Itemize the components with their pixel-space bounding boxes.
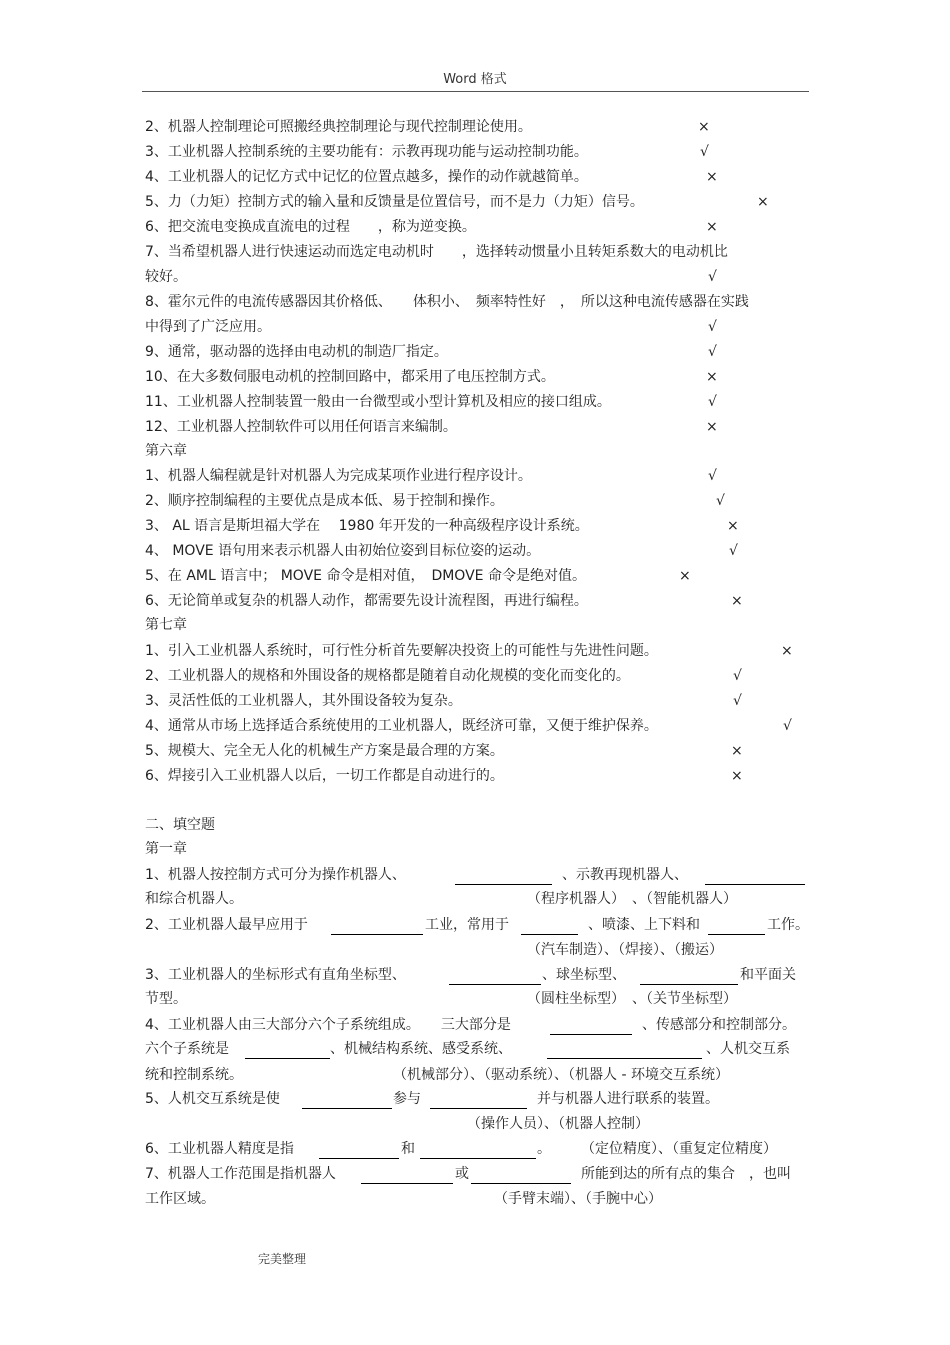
question-line: 2、顺序控制编程的主要优点是成本低、易于控制和操作。 (145, 493, 504, 509)
question-line: 5、在 AML 语言中； MOVE 命令是相对值， DMOVE 命令是绝对值。 (145, 568, 586, 584)
cross-mark: × (731, 768, 743, 784)
check-mark: √ (733, 693, 742, 709)
q1-answer: （程序机器人） 、（智能机器人） (527, 891, 737, 907)
q4-text-a: 4、工业机器人由三大部分六个子系统组成。 三大部分是 (145, 1017, 511, 1033)
check-mark: √ (708, 394, 717, 410)
check-mark: √ (716, 493, 725, 509)
q7-blank-1 (361, 1167, 453, 1184)
q5-text-a: 5、人机交互系统是使 (145, 1091, 280, 1107)
q4-text-d: 、机械结构系统、感受系统、 (330, 1041, 512, 1057)
question-line: 5、规模大、完全无人化的机械生产方案是最合理的方案。 (145, 743, 504, 759)
question-line: 1、机器人编程就是针对机器人为完成某项作业进行程序设计。 (145, 468, 532, 484)
check-mark: √ (700, 144, 709, 160)
q7-answer: （手臂末端）、（手腕中心） (494, 1191, 662, 1207)
chapter-heading: 第七章 (145, 617, 187, 633)
q1-text-a: 1、机器人按控制方式可分为操作机器人、 (145, 867, 406, 883)
cross-mark: × (731, 743, 743, 759)
question-line: 中得到了广泛应用。 (145, 319, 271, 335)
cross-mark: × (679, 568, 691, 584)
q4-blank-1 (550, 1018, 632, 1035)
question-line: 3、 AL 语言是斯坦福大学在 1980 年开发的一种高级程序设计系统。 (145, 518, 589, 534)
q6-text-b: 和 (401, 1141, 415, 1157)
cross-mark: × (731, 593, 743, 609)
question-line: 3、工业机器人控制系统的主要功能有：示教再现功能与运动控制功能。 (145, 144, 588, 160)
q4-text-b: 、传感部分和控制部分。 (642, 1017, 796, 1033)
q6-blank-1 (319, 1142, 399, 1159)
q1-text-c: 和综合机器人。 (145, 891, 243, 907)
cross-mark: × (727, 518, 739, 534)
q7-text-d: 工作区域。 (145, 1191, 215, 1207)
q3-text-c: 和平面关 (740, 967, 796, 983)
q6-blank-2 (420, 1142, 536, 1159)
q7-blank-2 (471, 1167, 571, 1184)
q2-blank-3 (708, 918, 765, 935)
q4-text-f: 统和控制系统。 (145, 1067, 243, 1083)
q2-text-b: 工业，常用于 (425, 917, 509, 933)
question-line: 6、焊接引入工业机器人以后，一切工作都是自动进行的。 (145, 768, 504, 784)
q3-text-a: 3、工业机器人的坐标形式有直角坐标型、 (145, 967, 406, 983)
question-line: 4、 MOVE 语句用来表示机器人由初始位姿到目标位姿的运动。 (145, 543, 541, 559)
cross-mark: × (757, 194, 769, 210)
q3-answer: （圆柱坐标型） 、（关节坐标型） (527, 991, 737, 1007)
question-line: 3、灵活性低的工业机器人，其外围设备较为复杂。 (145, 693, 462, 709)
check-mark: √ (708, 269, 717, 285)
question-line: 2、工业机器人的规格和外围设备的规格都是随着自动化规模的变化而变化的。 (145, 668, 630, 684)
q6-text-a: 6、工业机器人精度是指 (145, 1141, 294, 1157)
chapter-heading: 第一章 (145, 841, 187, 857)
q5-blank-1 (302, 1092, 392, 1109)
question-line: 12、工业机器人控制软件可以用任何语言来编制。 (145, 419, 457, 435)
check-mark: √ (733, 668, 742, 684)
q2-answer: （汽车制造）、（焊接）、（搬运） (527, 942, 723, 958)
question-line: 6、把交流电变换成直流电的过程 ，称为逆变换。 (145, 219, 476, 235)
cross-mark: × (706, 369, 718, 385)
question-line: 1、引入工业机器人系统时，可行性分析首先要解决投资上的可能性与先进性问题。 (145, 643, 658, 659)
question-line: 6、无论简单或复杂的机器人动作，都需要先设计流程图，再进行编程。 (145, 593, 588, 609)
q7-text-c: 所能到达的所有点的集合 ，也叫 (581, 1166, 791, 1182)
q6-answer: （定位精度）、（重复定位精度） (581, 1141, 777, 1157)
chapter-heading: 第六章 (145, 443, 187, 459)
check-mark: √ (783, 718, 792, 734)
check-mark: √ (708, 319, 717, 335)
q2-text-c: 、喷漆、上下料和 (588, 917, 700, 933)
page-footer: 完美整理 (258, 1252, 307, 1266)
q5-text-c: 并与机器人进行联系的装置。 (537, 1091, 719, 1107)
q1-blank-2 (705, 868, 805, 885)
question-line: 7、当希望机器人进行快速运动而选定电动机时 ，选择转动惯量小且转矩系数大的电动机比 (145, 244, 728, 260)
question-line: 4、通常从市场上选择适合系统使用的工业机器人，既经济可靠，又便于维护保养。 (145, 718, 658, 734)
cross-mark: × (706, 219, 718, 235)
question-line: 8、霍尔元件的电流传感器因其价格低、 体积小、 频率特性好 ， 所以这种电流传感器在实践 (145, 294, 749, 310)
cross-mark: × (781, 643, 793, 659)
question-line: 5、力（力矩）控制方式的输入量和反馈量是位置信号，而不是力（力矩）信号。 (145, 194, 644, 210)
cross-mark: × (706, 169, 718, 185)
page-header: Word 格式 (443, 72, 507, 87)
q2-text-d: 工作。 (767, 917, 809, 933)
section-title: 二、填空题 (145, 817, 215, 833)
question-line: 2、机器人控制理论可照搬经典控制理论与现代控制理论使用。 (145, 119, 532, 135)
q1-text-b: 、示教再现机器人、 (562, 867, 688, 883)
q3-blank-1 (449, 968, 541, 985)
q6-text-c: 。 (537, 1141, 551, 1157)
question-line: 10、在大多数伺服电动机的控制回路中，都采用了电压控制方式。 (145, 369, 555, 385)
q4-blank-3 (547, 1042, 702, 1059)
q5-answer: （操作人员）、（机器人控制） (467, 1116, 649, 1132)
q2-blank-1 (331, 918, 423, 935)
question-line: 较好。 (145, 269, 187, 285)
q4-text-c: 六个子系统是 (145, 1041, 229, 1057)
q5-text-b: 参与 (393, 1091, 421, 1107)
cross-mark: × (698, 119, 710, 135)
q2-blank-2 (521, 918, 578, 935)
check-mark: √ (708, 344, 717, 360)
question-line: 9、通常，驱动器的选择由电动机的制造厂指定。 (145, 344, 448, 360)
header-rule (142, 91, 809, 92)
q7-text-b: 或 (455, 1166, 469, 1182)
q1-blank-1 (455, 868, 552, 885)
q3-text-d: 节型。 (145, 991, 187, 1007)
check-mark: √ (729, 543, 738, 559)
q2-text-a: 2、工业机器人最早应用于 (145, 917, 308, 933)
q7-text-a: 7、机器人工作范围是指机器人 (145, 1166, 336, 1182)
question-line: 11、工业机器人控制装置一般由一台微型或小型计算机及相应的接口组成。 (145, 394, 611, 410)
question-line: 4、工业机器人的记忆方式中记忆的位置点越多，操作的动作就越简单。 (145, 169, 588, 185)
q4-text-e: 、人机交互系 (706, 1041, 790, 1057)
q4-answer: （机械部分）、（驱动系统）、（机器人 - 环境交互系统） (393, 1067, 729, 1083)
q4-blank-2 (245, 1042, 330, 1059)
check-mark: √ (708, 468, 717, 484)
q5-blank-2 (430, 1092, 527, 1109)
q3-text-b: 、球坐标型、 (542, 967, 626, 983)
cross-mark: × (706, 419, 718, 435)
q3-blank-2 (640, 968, 738, 985)
